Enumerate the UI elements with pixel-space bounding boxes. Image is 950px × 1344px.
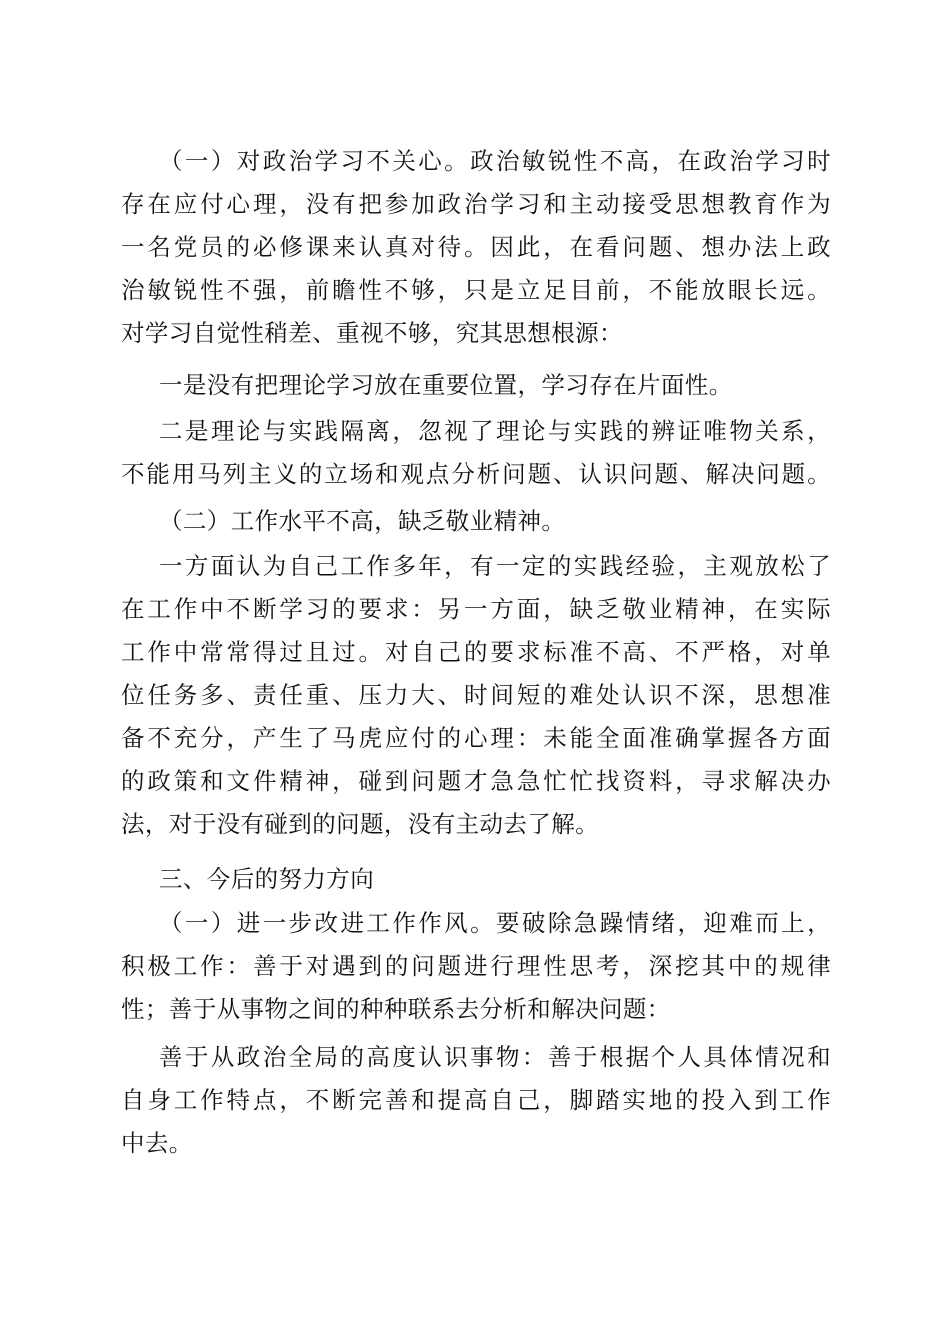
text-line: 对学习自觉性稍差、重视不够，究其思想根源： [121, 319, 623, 347]
text-line: 不能用马列主义的立场和观点分析问题、认识问题、解决问题。 [121, 460, 831, 488]
paragraph-political-view [121, 1036, 831, 1165]
paragraph-work-level [121, 500, 831, 543]
text-line: 备不充分，产生了马虎应付的心理：未能全面准确掌握各方面 [121, 724, 831, 752]
text-line: 工作中常常得过且过。对自己的要求标准不高、不严格，对单 [121, 638, 831, 666]
text-line: （二）工作水平不高，缺乏敬业精神。 [159, 507, 566, 535]
paragraph-point-two [121, 410, 831, 496]
text-line: （一）对政治学习不关心。政治敏锐性不高，在政治学习时 [159, 147, 831, 175]
text-line: 善于从政治全局的高度认识事物：善于根据个人具体情况和 [159, 1043, 831, 1071]
text-line: 二是理论与实践隔离，忽视了理论与实践的辨证唯物关系， [159, 417, 831, 445]
text-line: 存在应付心理，没有把参加政治学习和主动接受思想教育作为 [121, 190, 831, 218]
paragraph-work-attitude [121, 545, 831, 846]
text-line: 自身工作特点，不断完善和提高自己，脚踏实地的投入到工作 [121, 1086, 831, 1114]
text-line: 的政策和文件精神，碰到问题才急急忙忙找资料，寻求解决办 [121, 767, 831, 795]
section-heading-text: 三、今后的努力方向 [159, 865, 375, 893]
text-line: 一方面认为自己工作多年，有一定的实践经验，主观放松了 [159, 552, 831, 580]
text-line: 性；善于从事物之间的种种联系去分析和解决问题： [121, 995, 671, 1023]
paragraph-improve-style [121, 902, 831, 1031]
text-line: 位任务多、责任重、压力大、时间短的难处认识不深，思想准 [121, 681, 831, 709]
text-line: 积极工作：善于对遇到的问题进行理性思考，深挖其中的规律 [121, 952, 831, 980]
text-line: 治敏锐性不强，前瞻性不够，只是立足目前，不能放眼长远。 [121, 276, 831, 304]
text-line: 在工作中不断学习的要求：另一方面，缺乏敬业精神，在实际 [121, 595, 831, 623]
text-line: 一名党员的必修课来认真对待。因此，在看问题、想办法上政 [121, 233, 831, 261]
text-line: 中去。 [121, 1129, 193, 1157]
text-line: （一）进一步改进工作作风。要破除急躁情绪，迎难而上， [159, 909, 831, 937]
section-heading [121, 858, 831, 901]
paragraph-political-study [121, 140, 831, 355]
text-line: 法，对于没有碰到的问题，没有主动去了解。 [121, 810, 599, 838]
text-line: 一是没有把理论学习放在重要位置，学习存在片面性。 [159, 371, 733, 399]
paragraph-point-one [121, 364, 831, 407]
